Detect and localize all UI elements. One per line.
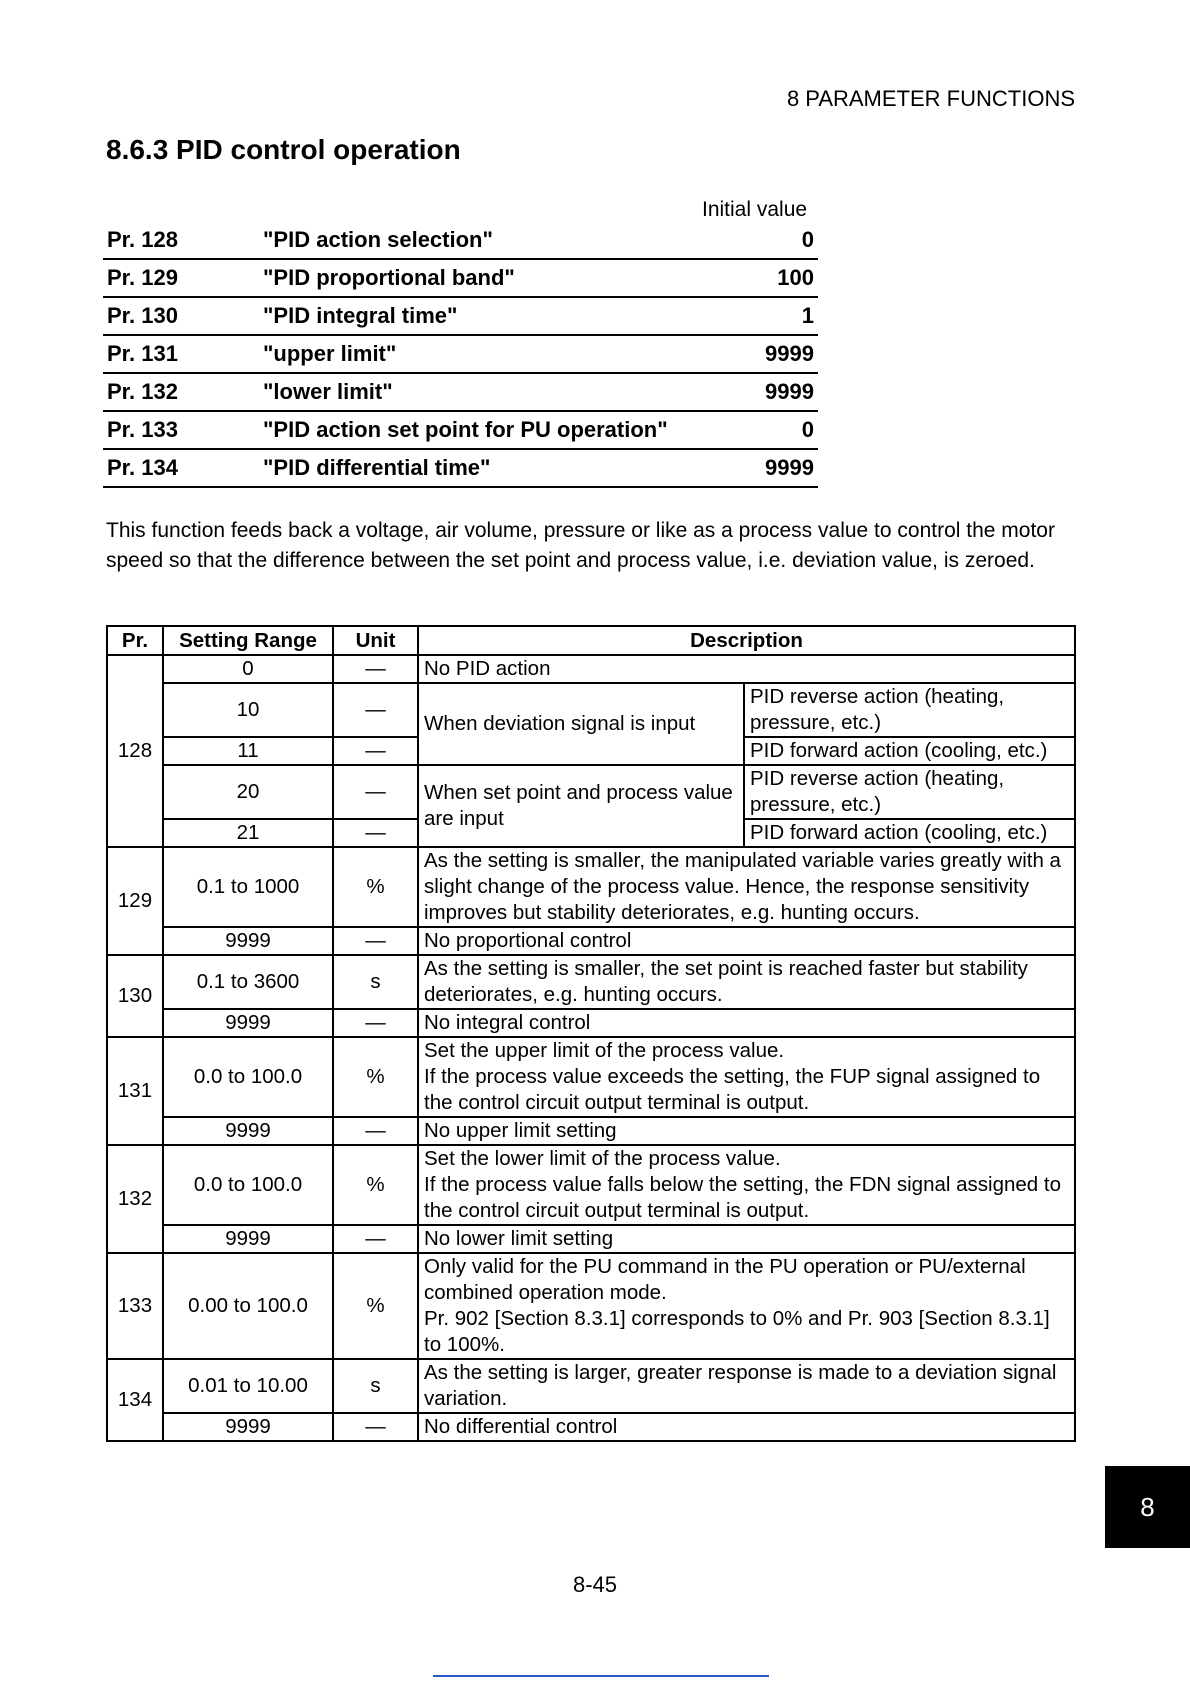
param-initial-value: 9999 (750, 449, 818, 487)
unit-cell: — (333, 1009, 418, 1037)
description-line: Set the upper limit of the process value. (424, 1039, 785, 1062)
unit-cell: — (333, 765, 418, 819)
unit-cell: — (333, 1225, 418, 1253)
param-row (103, 259, 818, 297)
param-name: "PID action set point for PU operation" (259, 411, 750, 449)
unit-cell: — (333, 1117, 418, 1145)
setting-range-cell: 10 (163, 683, 333, 737)
pr-cell: 134 (107, 1359, 163, 1441)
param-number: Pr. 134 (103, 449, 259, 487)
setting-range-cell: 9999 (163, 1225, 333, 1253)
table-row (107, 927, 1075, 955)
description-cell: As the setting is smaller, the manipulated variable varies greatly with a slight change of the process value. Hence, the response sensitivity improves but stability deteriorates, e.g. hunting occurs. (418, 847, 1075, 927)
unit-cell: — (333, 819, 418, 847)
unit-cell: % (333, 1253, 418, 1359)
unit-cell: % (333, 847, 418, 927)
setting-range-cell: 0.0 to 100.0 (163, 1145, 333, 1225)
pr-cell: 131 (107, 1037, 163, 1145)
setting-range-cell: 0.1 to 1000 (163, 847, 333, 927)
table-row (107, 1253, 1075, 1359)
description-line: Pr. 902 [Section 8.3.1] corresponds to 0% and Pr. 903 [Section 8.3.1] to 100%. (424, 1307, 1050, 1356)
param-name: "PID integral time" (259, 297, 750, 335)
param-row (103, 373, 818, 411)
description-line: Only valid for the PU command in the PU operation or PU/external combined operation mode. (424, 1255, 1026, 1304)
intro-paragraph: This function feeds back a voltage, air volume, pressure or like as a process value to control the motor speed so that the difference between the set point and process value, i.e. deviation value, is zeroed. (106, 519, 1055, 572)
parameter-list (103, 222, 818, 488)
description-cell: No lower limit setting (418, 1225, 1075, 1253)
param-row (103, 297, 818, 335)
param-name: "PID differential time" (259, 449, 750, 487)
param-initial-value: 1 (750, 297, 818, 335)
table-row (107, 1117, 1075, 1145)
pr-cell: 128 (107, 655, 163, 847)
table-row (107, 955, 1075, 1009)
table-row (107, 1037, 1075, 1117)
param-initial-value: 0 (750, 222, 818, 259)
param-number: Pr. 131 (103, 335, 259, 373)
header-description: Description (418, 626, 1075, 655)
param-initial-value: 100 (750, 259, 818, 297)
param-initial-value: 9999 (750, 335, 818, 373)
setting-range-cell: 0.01 to 10.00 (163, 1359, 333, 1413)
description-cell: PID forward action (cooling, etc.) (744, 737, 1075, 765)
param-number: Pr. 132 (103, 373, 259, 411)
unit-cell: s (333, 955, 418, 1009)
description-cell (418, 1145, 1075, 1225)
unit-cell: % (333, 1037, 418, 1117)
pr-cell: 132 (107, 1145, 163, 1253)
param-row (103, 411, 818, 449)
description-cell: No integral control (418, 1009, 1075, 1037)
pr-cell: 130 (107, 955, 163, 1037)
param-number: Pr. 128 (103, 222, 259, 259)
unit-cell: % (333, 1145, 418, 1225)
table-row (107, 1009, 1075, 1037)
description-cell: When deviation signal is input (418, 683, 744, 765)
param-number: Pr. 133 (103, 411, 259, 449)
description-cell: No differential control (418, 1413, 1075, 1441)
description-line: If the process value exceeds the setting, the FUP signal assigned to the control circuit output terminal is output. (424, 1065, 1041, 1114)
setting-range-cell: 21 (163, 819, 333, 847)
pr-cell: 133 (107, 1253, 163, 1359)
param-name: "PID proportional band" (259, 259, 750, 297)
table-row (107, 847, 1075, 927)
setting-range-cell: 9999 (163, 1117, 333, 1145)
param-number: Pr. 129 (103, 259, 259, 297)
param-initial-value: 9999 (750, 373, 818, 411)
description-cell (418, 1253, 1075, 1359)
table-header-row (107, 626, 1075, 655)
description-cell: PID reverse action (heating, pressure, etc.) (744, 765, 1075, 819)
setting-range-cell: 20 (163, 765, 333, 819)
description-cell: As the setting is smaller, the set point is reached faster but stability deteriorates, e.g. hunting occurs. (418, 955, 1075, 1009)
param-row (103, 449, 818, 487)
description-cell: No upper limit setting (418, 1117, 1075, 1145)
description-cell: PID forward action (cooling, etc.) (744, 819, 1075, 847)
description-line: Set the lower limit of the process value. (424, 1147, 781, 1170)
chapter-header: 8 PARAMETER FUNCTIONS (786, 86, 1075, 111)
unit-cell: — (333, 927, 418, 955)
description-cell: As the setting is larger, greater response is made to a deviation signal variation. (418, 1359, 1075, 1413)
setting-range-cell: 9999 (163, 1009, 333, 1037)
settings-table (106, 625, 1076, 1442)
table-row (107, 1145, 1075, 1225)
unit-cell: — (333, 737, 418, 765)
param-row (103, 335, 818, 373)
pr-cell: 129 (107, 847, 163, 955)
unit-cell: s (333, 1359, 418, 1413)
bottom-link-line[interactable] (433, 1675, 769, 1677)
param-number: Pr. 130 (103, 297, 259, 335)
table-row (107, 1225, 1075, 1253)
param-name: "PID action selection" (259, 222, 750, 259)
description-cell (418, 1037, 1075, 1117)
section-title: 8.6.3 PID control operation (106, 134, 461, 165)
param-initial-value: 0 (750, 411, 818, 449)
setting-range-cell: 0 (163, 655, 333, 683)
table-row (107, 1359, 1075, 1413)
unit-cell: — (333, 683, 418, 737)
setting-range-cell: 0.00 to 100.0 (163, 1253, 333, 1359)
table-row (107, 655, 1075, 683)
setting-range-cell: 9999 (163, 1413, 333, 1441)
param-row (103, 222, 818, 259)
header-unit: Unit (333, 626, 418, 655)
header-pr: Pr. (107, 626, 163, 655)
initial-value-label: Initial value (702, 198, 808, 221)
setting-range-cell: 0.1 to 3600 (163, 955, 333, 1009)
description-line: If the process value falls below the setting, the FDN signal assigned to the control circuit output terminal is output. (424, 1173, 1061, 1222)
table-row (107, 683, 1075, 737)
chapter-tab: 8 (1105, 1466, 1190, 1548)
unit-cell: — (333, 655, 418, 683)
header-setting-range: Setting Range (163, 626, 333, 655)
table-row (107, 1413, 1075, 1441)
page-number: 8-45 (572, 1572, 618, 1597)
setting-range-cell: 0.0 to 100.0 (163, 1037, 333, 1117)
unit-cell: — (333, 1413, 418, 1441)
description-cell: No proportional control (418, 927, 1075, 955)
description-cell: No PID action (418, 655, 1075, 683)
description-cell: When set point and process value are input (418, 765, 744, 847)
param-name: "lower limit" (259, 373, 750, 411)
description-cell: PID reverse action (heating, pressure, etc.) (744, 683, 1075, 737)
param-name: "upper limit" (259, 335, 750, 373)
table-row (107, 765, 1075, 819)
setting-range-cell: 11 (163, 737, 333, 765)
setting-range-cell: 9999 (163, 927, 333, 955)
